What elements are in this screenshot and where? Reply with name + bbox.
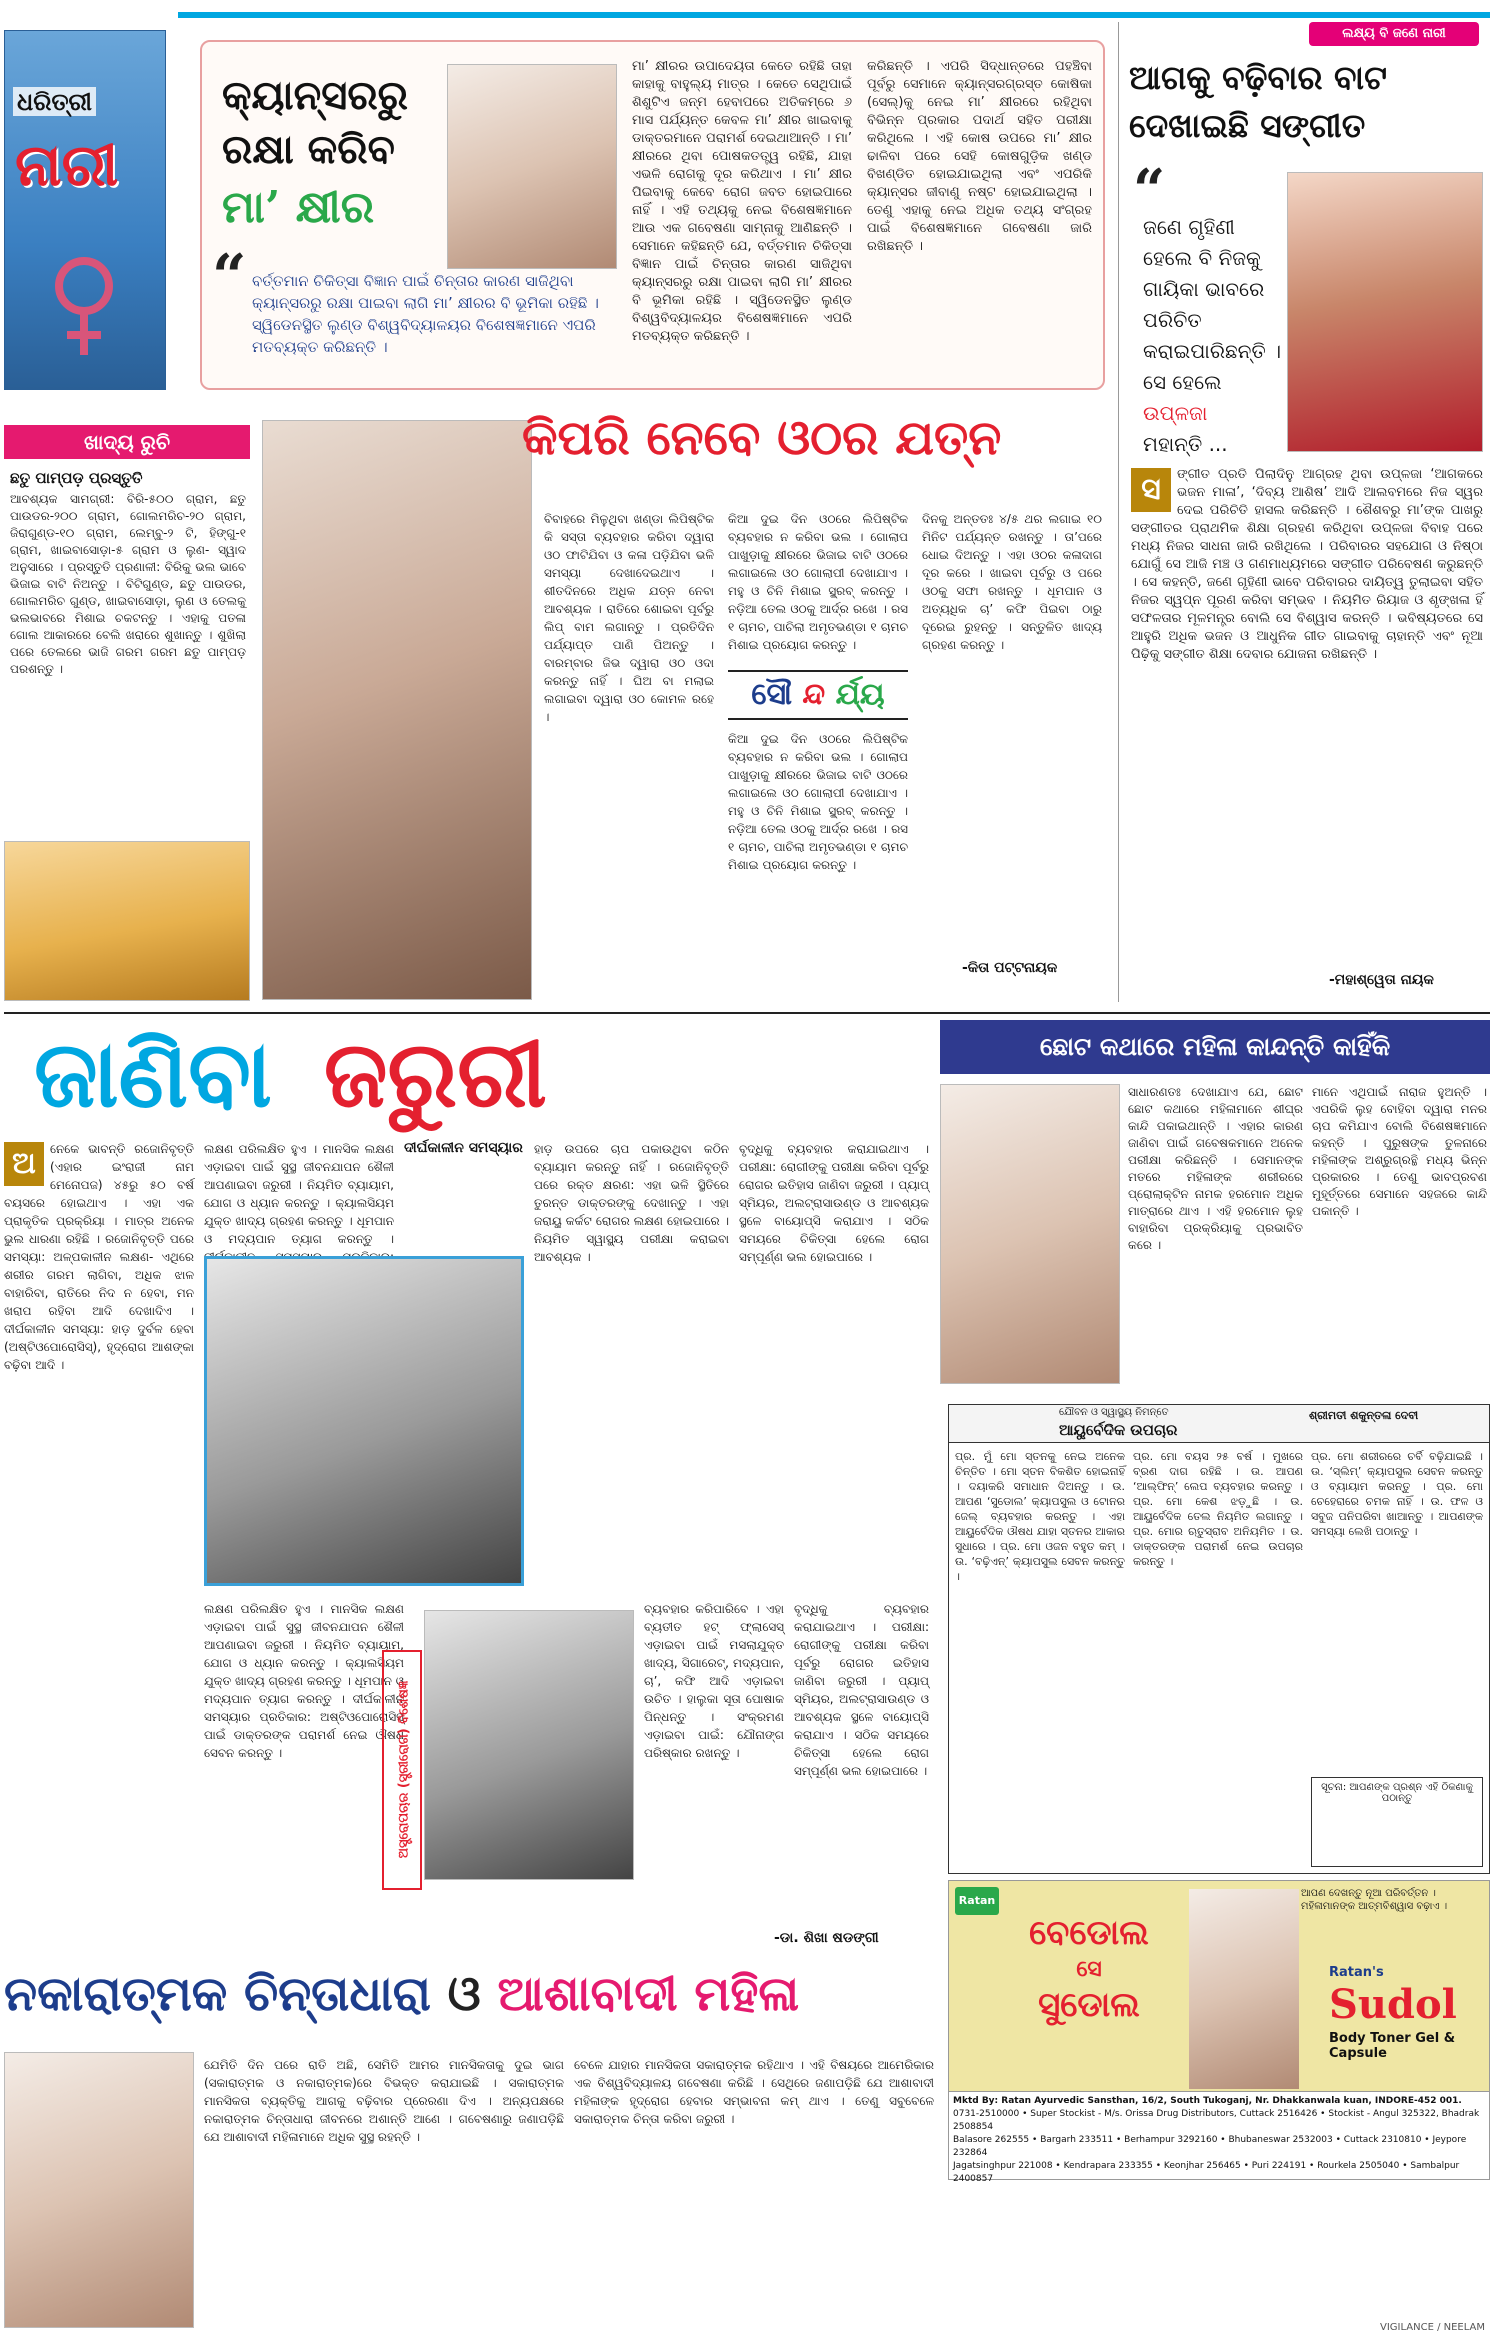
- negative-article: [4, 1966, 940, 2330]
- ad-address-line: Jagatsinghpur 221008 • Kendrapara 233355 • Keonjhar 256465 • Puri 224191 • Rourkela 2505040 • Sambalpur 2400857: [953, 2161, 1460, 2184]
- ad-title: [999, 1911, 1179, 2027]
- negative-headline-part-1: ନକାରାତ୍ମକ ଚିନ୍ତାଧାରା: [4, 1966, 431, 2022]
- sangeet-quote-line: ଗାୟିକା ଭାବରେ: [1143, 277, 1265, 301]
- important-headline: [34, 1020, 547, 1128]
- singer-photo: [1287, 172, 1483, 452]
- footer-credit: VIGILANCE / NEELAM: [1380, 2322, 1486, 2333]
- important-box-title: ଦୀର୍ଘକାଳୀନ ସମସ୍ୟାର: [404, 1140, 523, 1156]
- lipcare-article: [262, 410, 1112, 1010]
- headache-woman-photo: [424, 1610, 634, 1880]
- important-col-4b: ବୃଦ୍ଧିକୁ ବ୍ୟବହାର କରାଯାଇଥାଏ । ପରୀକ୍ଷା: ରୋଗୀଙ୍କୁ ପରୀକ୍ଷା କରିବା ପୂର୍ବରୁ ରୋଗର ଇତିହାସ ଜାଣିବା ଜରୁରୀ । ପ୍ୟାପ୍ ସ୍ମିୟର, ଅଲଟ୍ରାସାଉଣ୍ଡ ଓ ଆବଶ୍ୟକ ସ୍ଥଳେ ବାୟୋପ୍ସି କରାଯାଏ । ସଠିକ ସମୟରେ ଚିକିତ୍ସା ହେଲେ ରୋଗ ସମ୍ପୂର୍ଣ୍ଣ ଭଲ ହୋଇପାରେ ।: [794, 1602, 929, 1778]
- ad-tagline: Body Toner Gel & Capsule: [1329, 2031, 1456, 2061]
- lipcare-subhead-part: ର୍ଯ୍ୟ: [835, 677, 885, 712]
- ad-address-line: Balasore 262555 • Bargarh 233511 • Berhampur 3292160 • Bhubaneswar 2532003 • Cuttack 2310810 • Jeypore 232864: [953, 2135, 1467, 2158]
- ad-promo: ଆପଣ ଦେଖନ୍ତୁ ନୂଆ ପରିବର୍ତ୍ତନ । ମହିଳାମାନଙ୍କ ଆତ୍ମବିଶ୍ୱାସ ବଢ଼ାଏ ।: [1301, 1888, 1448, 1912]
- important-vertical-label-text: ଅସ୍ତ୍ରୋପଚାର (ସ୍ତ୍ରୀରୋଗ) ବିଶେଷଜ୍ଞ: [396, 1680, 412, 1859]
- sangeet-quote-line: ସେ ହେଲେ: [1143, 370, 1222, 394]
- ayurveda-header-right: ଶ୍ରୀମତୀ ଶକୁନ୍ତଳା ଦେବୀ: [1309, 1409, 1419, 1422]
- ayurveda-header-left: ଯୌବନ ଓ ସ୍ୱାସ୍ଥ୍ୟ ନିମନ୍ତେ: [1059, 1407, 1169, 1418]
- sangeet-dropcap: ସ: [1131, 468, 1171, 512]
- ayurveda-col-3: ପ୍ର. ମୋ ଶରୀରରେ ଚର୍ବି ବଢ଼ିଯାଇଛି । ଉ. ‘ସ୍ଲିମ୍’ କ୍ୟାପସୁଲ ସେବନ କରନ୍ତୁ ଓ ବ୍ୟାୟାମ କରନ୍ତୁ । ପ୍ର. ମୋ ଚେହେରାରେ ଚମକ ନାହିଁ । ଉ. ଫଳ ଓ ସବୁଜ ପନିପରିବା ଖାଆନ୍ତୁ । ଆପଣଙ୍କ ସମସ୍ୟା ଲେଖି ପଠାନ୍ତୁ ।: [1311, 1450, 1483, 1538]
- breastfeeding-quote: ବର୍ତ୍ତମାନ ଚିକିତ୍ସା ବିଜ୍ଞାନ ପାଇଁ ଚିନ୍ତାର କାରଣ ସାଜିଥିବା କ୍ୟାନ୍ସରରୁ ରକ୍ଷା ପାଇବା ଲାଗି ମା’ କ୍ଷୀରର ବି ଭୂମିକା ରହିଛି । ସ୍ୱିଡେନସ୍ଥିତ ଲୁଣ୍ଡ ବିଶ୍ୱବିଦ୍ୟାଳୟର ବିଶେଷଜ୍ଞମାନେ ଏପରି ମତବ୍ୟକ୍ତ କରିଛନ୍ତି ।: [252, 272, 599, 356]
- breastfeeding-headline-2: ରକ୍ଷା କରିବ: [222, 126, 395, 173]
- important-col-3b: ବ୍ୟବହାର କରିପାରିବେ । ଏହା ବ୍ୟତୀତ ହଟ୍ ଫ୍ଲାସେସ୍ ଏଡ଼ାଇବା ପାଇଁ ମସଲାଯୁକ୍ତ ଖାଦ୍ୟ, ସିଗାରେଟ୍, ମଦ୍ୟପାନ, ଚା’, କଫି ଆଦି ଏଡ଼ାଇବା ଉଚିତ । ହାଲୁକା ସୂତା ପୋଷାକ ପିନ୍ଧନ୍ତୁ । ସଂକ୍ରମଣ ଏଡ଼ାଇବା ପାଇଁ: ଯୌନାଙ୍ଗ ପରିଷ୍କାର ରଖନ୍ତୁ ।: [644, 1602, 784, 1760]
- negative-headline-amp: ଓ: [447, 1966, 481, 2022]
- breastfeeding-col-1: ମା’ କ୍ଷୀରର ଉପାଦେୟତା କେତେ ରହିଛି ତାହା କାହାକୁ ବାହୁଲ୍ୟ ମାତ୍ର । କେତେ ସେଥିପାଇଁ ଶିଶୁଟିଏ ଜନ୍ମ ହେବାପରେ ଅତିକମ୍‌ରେ ୬ ମାସ ପର୍ଯ୍ୟନ୍ତ କେବଳ ମା’ କ୍ଷୀର ଖାଇବାକୁ ଡାକ୍ତରମାନେ ପରାମର୍ଶ ଦେଇଥାଆନ୍ତି । ମା’ କ୍ଷୀରରେ ଥିବା ପୋଷକତତ୍ତ୍ୱ ରହିଛି, ଯାହା ଏଭଳି ରୋଗକୁ ଦୂର କରିଥାଏ । ମା’ କ୍ଷୀର ପିଇବାକୁ କେବେ ରୋଗ ଜବତ ହୋଇପାରେ ନାହିଁ । ଏହି ତଥ୍ୟକୁ ନେଇ ବିଶେଷଜ୍ଞମାନେ ଆଉ ଏକ ଗବେଷଣା ସାମ୍ନାକୁ ଆଣିଛନ୍ତି । ସେମାନେ କହିଛନ୍ତି ଯେ, ବର୍ତ୍ତମାନ ଚିକିତ୍ସା ବିଜ୍ଞାନ ପାଇଁ ଚିନ୍ତାର କାରଣ ସାଜିଥିବା କ୍ୟାନ୍ସରରୁ ରକ୍ଷା ପାଇବା ଲାଗି ମା’ କ୍ଷୀରର ବି ଭୂମିକା ରହିଛି । ସ୍ୱିଡେନସ୍ଥିତ ଲୁଣ୍ଡ ବିଶ୍ୱବିଦ୍ୟାଳୟର ବିଶେଷଜ୍ଞମାନେ ଏପରି ମତବ୍ୟକ୍ତ କରିଛନ୍ତି ।: [632, 59, 852, 344]
- top-rule: [178, 12, 1490, 18]
- ad-address-line: Mktd By: Ratan Ayurvedic Sansthan, 16/2, South Tukoganj, Nr. Dhakkanwala kuan, INDORE-452 001.: [953, 2096, 1462, 2106]
- sangeet-quote-line: ପରିଚିତ: [1143, 308, 1202, 332]
- lipcare-col-2: କିଆ ଦୁଇ ଦିନ ଓଠରେ ଲିପିଷ୍ଟିକ ବ୍ୟବହାର ନ କରିବା ଭଲ । ଗୋଲାପ ପାଖୁଡ଼ାକୁ କ୍ଷୀରରେ ଭିଜାଇ ବାଟି ଓଠରେ ଲଗାଇଲେ ଓଠ ଗୋଲାପୀ ଦେଖାଯାଏ । ମହୁ ଓ ଚିନି ମିଶାଇ ସ୍କ୍ରବ୍ କରନ୍ତୁ । ନଡ଼ିଆ ତେଲ ଓଠକୁ ଆର୍ଦ୍ର ରଖେ । ରସ ୧ ଚାମଚ, ପାଚିଲା ଅମୃତଭଣ୍ଡା ୧ ଚାମଚ ମିଶାଇ ପ୍ରୟୋଗ କରନ୍ତୁ ।: [728, 512, 908, 652]
- sangeet-headline-1: ଆଗକୁ ବଢ଼ିବାର ବାଟ: [1129, 58, 1387, 97]
- ayurveda-header-title: ଆୟୁର୍ବେଦିକ ଉପଚାର: [1059, 1421, 1178, 1439]
- tears-headline: ଛୋଟ କଥାରେ ମହିଳା କାନ୍ଦନ୍ତି କାହିଁକି: [940, 1020, 1490, 1074]
- food-body: ଆବଶ୍ୟକ ସାମଗ୍ରୀ: ବିରି-୫୦୦ ଗ୍ରାମ, ଛତୁ ପାଉଡର-୨୦୦ ଗ୍ରାମ, ଗୋଲମରିଚ-୨୦ ଗ୍ରାମ, ଜିରାଗୁଣ୍ଡ-୧୦ ଗ୍ରାମ, ଲେମ୍ବୁ-୨ ଟି, ହିଙ୍ଗୁ-୧ ଗ୍ରାମ, ଖାଇବାସୋଡ଼ା-୫ ଗ୍ରାମ ଓ ଲୁଣ- ସ୍ୱାଦ ଅନୁସାରେ । ପ୍ରସ୍ତୁତି ପ୍ରଣାଳୀ: ବିରିକୁ ଭଲ ଭାବେ ଭିଜାଇ ବାଟି ନିଅନ୍ତୁ । ବିଟିଗୁଣ୍ଡ, ଛତୁ ପାଉଡର, ଗୋଲମରିଚ ଗୁଣ୍ଡ, ଖାଇବାସୋଡ଼ା, ଲୁଣ ଓ ତେଲକୁ ଭଲଭାବରେ ମିଶାଇ ଚକଟନ୍ତୁ । ଏହାକୁ ପତଳା ଗୋଲ ଆକାରରେ ବେଲି ଖରାରେ ଶୁଖାନ୍ତୁ । ଶୁଖିଲା ପରେ ତେଲରେ ଭାଜି ଗରମ ଗରମ ଛତୁ ପାମ୍ପଡ଼ ପରଶନ୍ତୁ ।: [10, 492, 246, 676]
- ayurveda-help-text: ସୂଚନା: ଆପଣଙ୍କ ପ୍ରଶ୍ନ ଏହି ଠିକଣାକୁ ପଠାନ୍ତୁ: [1321, 1782, 1473, 1804]
- important-headline-part-2: ଜରୁରୀ: [323, 1020, 547, 1128]
- important-article: [4, 1020, 934, 1960]
- lipcare-col-3: ଦିନକୁ ଅନ୍ତତଃ ୪/୫ ଥର ଲଗାଇ ୧୦ ମିନିଟ ପର୍ଯ୍ୟନ୍ତ ରଖନ୍ତୁ । ତା’ପରେ ଧୋଇ ଦିଅନ୍ତୁ । ଏହା ଓଠର କଳାଦାଗ ଦୂର କରେ । ଖାଇବା ପୂର୍ବରୁ ଓ ପରେ ଓଠକୁ ସଫା ରଖନ୍ତୁ । ଧୂମପାନ ଓ ଅତ୍ୟଧିକ ଚା’ କଫି ପିଇବା ଠାରୁ ଦୂରେଇ ରୁହନ୍ତୁ । ସନ୍ତୁଳିତ ଖାଦ୍ୟ ଗ୍ରହଣ କରନ୍ତୁ ।: [922, 512, 1102, 652]
- breastfeeding-headline-3: ମା’ କ୍ଷୀର: [222, 182, 375, 233]
- lipcare-subhead-part: ନ୍ଦ: [802, 677, 826, 712]
- woman-crying-photo: [204, 1256, 524, 1586]
- sangeet-article: [1118, 22, 1490, 1002]
- ad-title-line-2: ସେ: [1076, 1956, 1102, 1982]
- important-col-2-top: ଲକ୍ଷଣ ପରିଲକ୍ଷିତ ହୁଏ । ମାନସିକ ଲକ୍ଷଣ ଏଡ଼ାଇବା ପାଇଁ ସୁସ୍ଥ ଜୀବନଯାପନ ଶୈଳୀ ଆପଣାଇବା ଜରୁରୀ । ନିୟମିତ ବ୍ୟାୟାମ, ଯୋଗ ଓ ଧ୍ୟାନ କରନ୍ତୁ । କ୍ୟାଲସିୟମ ଯୁକ୍ତ ଖାଦ୍ୟ ଗ୍ରହଣ କରନ୍ତୁ । ଧୂମପାନ ଓ ମଦ୍ୟପାନ ତ୍ୟାଗ କରନ୍ତୁ ।: [204, 1142, 394, 1246]
- masthead-panel: [4, 30, 166, 390]
- ad-address-line: 0731-2510000 • Super Stockist - M/s. Orissa Drug Distributors, Cuttack 2516426 • Stockist - Angul 325322, Bhadrak 2508854: [953, 2109, 1480, 2132]
- smiling-woman-photo: [4, 2052, 194, 2328]
- important-byline: -ଡା. ଶିଖା ଷଡଙ୍ଗୀ: [774, 1930, 879, 1946]
- ayurveda-help-box: [1311, 1777, 1483, 1867]
- ad-model-photo: [1189, 1889, 1299, 2089]
- sangeet-quote-line: ଜଣେ ଗୃହିଣୀ: [1143, 215, 1235, 239]
- sangeet-label: ଲକ୍ଷ୍ୟ ବି ଜଣେ ନାରୀ: [1309, 22, 1479, 46]
- important-col-4: ବୃଦ୍ଧିକୁ ବ୍ୟବହାର କରାଯାଇଥାଏ । ପରୀକ୍ଷା: ରୋଗୀଙ୍କୁ ପରୀକ୍ଷା କରିବା ପୂର୍ବରୁ ରୋଗର ଇତିହାସ ଜାଣିବା ଜରୁରୀ । ପ୍ୟାପ୍ ସ୍ମିୟର, ଅଲଟ୍ରାସାଉଣ୍ଡ ଓ ଆବଶ୍ୟକ ସ୍ଥଳେ ବାୟୋପ୍ସି କରାଯାଏ । ସଠିକ ସମୟରେ ଚିକିତ୍ସା ହେଲେ ରୋଗ ସମ୍ପୂର୍ଣ୍ଣ ଭଲ ହୋଇପାରେ ।: [739, 1142, 929, 1264]
- important-vertical-label: [382, 1650, 422, 1890]
- sangeet-byline: -ମହାଶ୍ୱେତା ନାୟକ: [1329, 972, 1434, 988]
- tears-col-2: ମାନେ ଏଥିପାଇଁ ନାରାଜ ହୁଅନ୍ତି । ଏପରିକି ଲୁହ ବୋହିବା ଦ୍ୱାରା ମନର ଚାପ କମିଯାଏ ବୋଲି ବିଶେଷଜ୍ଞମାନେ କହନ୍ତି । ପୁରୁଷଙ୍କ ତୁଳନାରେ ମହିଳାଙ୍କ ଅଶ୍ରୁଗ୍ରନ୍ଥି ମଧ୍ୟ ଭିନ୍ନ ପ୍ରକାରର । ତେଣୁ ଭାବପ୍ରବଣ ମୁହୂର୍ତ୍ତରେ ସେମାନେ ସହଜରେ କାନ୍ଦି ପକାନ୍ତି ।: [1312, 1085, 1487, 1218]
- important-col-2-bottom: ଲକ୍ଷଣ ପରିଲକ୍ଷିତ ହୁଏ । ମାନସିକ ଲକ୍ଷଣ ଏଡ଼ାଇବା ପାଇଁ ସୁସ୍ଥ ଜୀବନଯାପନ ଶୈଳୀ ଆପଣାଇବା ଜରୁରୀ । ନିୟମିତ ବ୍ୟାୟାମ, ଯୋଗ ଓ ଧ୍ୟାନ କରନ୍ତୁ । କ୍ୟାଲସିୟମ ଯୁକ୍ତ ଖାଦ୍ୟ ଗ୍ରହଣ କରନ୍ତୁ । ଧୂମପାନ ଓ ମଦ୍ୟପାନ ତ୍ୟାଗ କରନ୍ତୁ । ଦୀର୍ଘକାଳୀନ ସମସ୍ୟାର ପ୍ରତିକାର: ଅଷ୍ଟିଓପୋରୋସିସ୍ ପାଇଁ ଡାକ୍ତରଙ୍କ ପରାମର୍ଶ ନେଇ ଔଷଧ ସେବନ କରନ୍ତୁ ।: [204, 1602, 404, 1760]
- venus-symbol-icon: [49, 251, 119, 361]
- important-dropcap: ଅ: [4, 1142, 44, 1186]
- ayurveda-col-1: ପ୍ର. ମୁଁ ମୋ ସ୍ତନକୁ ନେଇ ଅନେକ ଚିନ୍ତିତ । ମୋ ସ୍ତନ ବିକଶିତ ହୋଇନାହିଁ । ଦୟାକରି ସମାଧାନ ଦିଅନ୍ତୁ । ଉ. ଆପଣ ‘ସୁଡୋଲ’ କ୍ୟାପସୁଲ ଓ ଟୋନର ଜେଲ୍ ବ୍ୟବହାର କରନ୍ତୁ । ଏହା ଆୟୁର୍ବେଦିକ ଔଷଧ ଯାହା ସ୍ତନର ଆକାର ସୁଧାରେ । ପ୍ର. ମୋ ଓଜନ ବହୁତ କମ୍ । ଉ. ‘ବଢ଼ିଏନ୍’ କ୍ୟାପସୁଲ ସେବନ କରନ୍ତୁ ।: [955, 1450, 1125, 1583]
- ad-title-line-3: ସୁଡୋଲ: [1038, 1985, 1140, 2025]
- ad-title-line-1: ବେଡୋଲ: [1029, 1913, 1149, 1953]
- negative-col-1: ଯେମିତି ଦିନ ପରେ ରାତି ଅଛି, ସେମିତି ଆମର ମାନସିକତାକୁ ଦୁଇ ଭାଗ (ସକାରାତ୍ମକ ଓ ନକାରାତ୍ମକ)ରେ ବିଭକ୍ତ କରାଯାଇଛି । ସକାରାତ୍ମକ ମାନସିକତା ବ୍ୟକ୍ତିକୁ ଆଗକୁ ବଢ଼ିବାର ପ୍ରେରଣା ଦିଏ । ଅନ୍ୟପକ୍ଷରେ ନକାରାତ୍ମକ ଚିନ୍ତାଧାରା ଜୀବନରେ ଅଶାନ୍ତି ଆଣେ । ଗବେଷଣାରୁ ଜଣାପଡ଼ିଛି ଯେ ଆଶାବାଦୀ ମହିଳାମାନେ ଅଧିକ ସୁସ୍ଥ ରହନ୍ତି ।: [204, 2058, 564, 2144]
- mother-baby-photo: [447, 64, 617, 269]
- lipcare-subhead-part: ସୌ: [751, 677, 793, 712]
- lipcare-headline: କିପରି ନେବେ ଓଠର ଯତ୍ନ: [522, 410, 1002, 466]
- important-col-1-text: ନେକେ ଭାବନ୍ତି ରଜୋନିବୃତ୍ତି (ଏହାର ଇଂରାଜୀ ନାମ ମେନୋପଜ) ୪୫ରୁ ୫୦ ବର୍ଷ ବୟସରେ ହୋଇଥାଏ । ଏହା ଏକ ପ୍ରାକୃତିକ ପ୍ରକ୍ରିୟା । ମାତ୍ର ଅନେକ ଭୁଲ ଧାରଣା ରହିଛି । ରଜୋନିବୃତ୍ତି ପରେ ସମସ୍ୟା: ଅଳ୍ପକାଳୀନ ଲକ୍ଷଣ- ଏଥିରେ ଶରୀର ଗରମ ଲାଗିବା, ଅଧିକ ଝାଳ ବାହାରିବା, ରାତିରେ ନିଦ ନ ହେବା, ମନ ଖରାପ ରହିବା ଆଦି ଦେଖାଦିଏ । ଦୀର୍ଘକାଳୀନ ସମସ୍ୟା: ହାଡ଼ ଦୁର୍ବଳ ହେବା (ଅଷ୍ଟିଓପୋରୋସିସ୍), ହୃଦ୍‌ରୋଗ ଆଶଙ୍କା ବଢ଼ିବା ଆଦି ।: [4, 1142, 194, 1372]
- negative-headline-part-2: ଆଶାବାଦୀ ମହିଳା: [497, 1966, 800, 2022]
- breastfeeding-article: [200, 40, 1105, 390]
- negative-col-2: ବେଳେ ଯାହାର ମାନସିକତା ସକାରାତ୍ମକ ରହିଥାଏ । ଏହି ବିଷୟରେ ଆମେରିକାର ଏକ ବିଶ୍ୱବିଦ୍ୟାଳୟ ଗବେଷଣା କରିଛି । ସେଥିରେ ଜଣାପଡ଼ିଛି ଯେ ଆଶାବାଦୀ ମହିଳାଙ୍କ ହୃଦ୍‌ରୋଗ ହେବାର ସମ୍ଭାବନା କମ୍ ଥାଏ । ତେଣୁ ସବୁବେଳେ ସକାରାତ୍ମକ ଚିନ୍ତା କରିବା ଜରୁରୀ ।: [574, 2058, 934, 2126]
- sangeet-quote-mark-icon: “: [1133, 157, 1166, 223]
- ayurveda-header: [949, 1405, 1489, 1443]
- masthead-title: ନାରୀ: [15, 131, 119, 199]
- tears-col-1: ସାଧାରଣତଃ ଦେଖାଯାଏ ଯେ, ଛୋଟ ଛୋଟ କଥାରେ ମହିଳାମାନେ ଶୀଘ୍ର କାନ୍ଦି ପକାଇଥାନ୍ତି । ଏହାର କାରଣ ଜାଣିବା ପାଇଁ ଗବେଷକମାନେ ଅନେକ ପରୀକ୍ଷା କରିଛନ୍ତି । ସେମାନଙ୍କ ମତରେ ମହିଳାଙ୍କ ଶରୀରରେ ପ୍ରୋଲାକ୍ଟିନ ନାମକ ହରମୋନ ଅଧିକ ମାତ୍ରାରେ ଥାଏ । ଏହି ହରମୋନ ଲୁହ ବାହାରିବା ପ୍ରକ୍ରିୟାକୁ ପ୍ରଭାବିତ କରେ ।: [1128, 1085, 1303, 1252]
- sangeet-quote-line: କରାଇପାରିଛନ୍ତି ।: [1143, 339, 1282, 363]
- sudol-ad: [948, 1880, 1490, 2184]
- breastfeeding-headline-1: କ୍ୟାନ୍ସରରୁ: [222, 72, 408, 119]
- sangeet-headline-2: ଦେଖାଇଛି ସଙ୍ଗୀତ: [1129, 106, 1366, 145]
- lipcare-col-2b: କିଆ ଦୁଇ ଦିନ ଓଠରେ ଲିପିଷ୍ଟିକ ବ୍ୟବହାର ନ କରିବା ଭଲ । ଗୋଲାପ ପାଖୁଡ଼ାକୁ କ୍ଷୀରରେ ଭିଜାଇ ବାଟି ଓଠରେ ଲଗାଇଲେ ଓଠ ଗୋଲାପୀ ଦେଖାଯାଏ । ମହୁ ଓ ଚିନି ମିଶାଇ ସ୍କ୍ରବ୍ କରନ୍ତୁ । ନଡ଼ିଆ ତେଲ ଓଠକୁ ଆର୍ଦ୍ର ରଖେ । ରସ ୧ ଚାମଚ, ପାଚିଲା ଅମୃତଭଣ୍ଡା ୧ ଚାମଚ ମିଶାଇ ପ୍ରୟୋଗ କରନ୍ତୁ ।: [728, 732, 908, 872]
- lip-model-photo: [262, 420, 532, 1000]
- section-divider: [4, 1012, 1490, 1014]
- breastfeeding-col-2: କରିଛନ୍ତି । ଏପରି ସିଦ୍ଧାନ୍ତରେ ପହଞ୍ଚିବା ପୂର୍ବରୁ ସେମାନେ କ୍ୟାନ୍ସରଗ୍ରସ୍ତ କୋଷିକା (ସେଲ୍)କୁ ନେଇ ମା’ କ୍ଷୀରରେ ରହିଥିବା ବିଭିନ୍ନ ପ୍ରକାର ପଦାର୍ଥ ସହିତ ପରୀକ୍ଷା କରିଥିଲେ । ଏହି କୋଷ ଉପରେ ମା’ କ୍ଷୀର ଢାଳିବା ପରେ ସେହି କୋଷଗୁଡ଼ିକ ଖଣ୍ଡ ବିଖଣ୍ଡିତ ହୋଇଯାଇଥିଲା ଏବଂ ଏପରିକି କ୍ୟାନ୍ସର ଜୀବାଣୁ ନଷ୍ଟ ହୋଇଯାଇଥିଲା । ତେଣୁ ଏହାକୁ ନେଇ ଅଧିକ ତଥ୍ୟ ସଂଗ୍ରହ ପାଇଁ ବିଶେଷଜ୍ଞମାନେ ଗବେଷଣା ଜାରି ରଖିଛନ୍ତି ।: [867, 59, 1092, 254]
- ad-address-block: [949, 2091, 1489, 2184]
- sangeet-body: [1131, 466, 1483, 966]
- important-col-1: [4, 1140, 194, 1960]
- papad-photo: [4, 841, 250, 1001]
- sangeet-body-text: ଙ୍ଗୀତ ପ୍ରତି ପିଲାଦିନୁ ଆଗ୍ରହ ଥିବା ଉପ୍ଳଜା ‘ଆଗକରେ ଭଜନ ମାଳା’, ‘ଦିବ୍ୟ ଆଶିଷ’ ଆଦି ଆଲବମରେ ନିଜ ସ୍ୱର ଦେଇ ପରିଚିତି ହାସଲ କରିଛନ୍ତି । ଶୈଶବରୁ ମା’ଙ୍କ ପାଖରୁ ସଙ୍ଗୀତର ପ୍ରାଥମିକ ଶିକ୍ଷା ଗ୍ରହଣ କରିଥିବା ଉପ୍ଳଜା ବିବାହ ପରେ ମଧ୍ୟ ନିଜର ସାଧନା ଜାରି ରଖିଥିଲେ । ପରିବାରର ସହଯୋଗ ଓ ନିଷ୍ଠା ଯୋଗୁଁ ସେ ଆଜି ମଞ୍ଚ ଓ ଗଣମାଧ୍ୟମରେ ସଙ୍ଗୀତ ପରିବେଷଣ କରୁଛନ୍ତି । ସେ କହନ୍ତି, ଜଣେ ଗୃହିଣୀ ଭାବେ ପରିବାରର ଦାୟିତ୍ୱ ତୁଲାଇବା ସହିତ ନିଜର ସ୍ୱପ୍ନ ପୂରଣ କରିବା ସମ୍ଭବ । ନିୟମିତ ରିୟାଜ ଓ ଶୃଙ୍ଖଳା ହିଁ ସଫଳତାର ମୂଳମନ୍ତ୍ର ବୋଲି ସେ ବିଶ୍ୱାସ କରନ୍ତି । ଭବିଷ୍ୟତରେ ସେ ଆହୁରି ଅଧିକ ଭଜନ ଓ ଆଧୁନିକ ଗୀତ ଗାଇବାକୁ ଚାହାନ୍ତି ଏବଂ ନୂଆ ପିଢ଼ିକୁ ସଙ୍ଗୀତ ଶିକ୍ଷା ଦେବାର ଯୋଜନା ରଖିଛନ୍ତି ।: [1131, 467, 1483, 662]
- ad-brand: Sudol: [1329, 1981, 1457, 2028]
- food-section: [4, 425, 250, 1005]
- tear-face-photo: [940, 1084, 1120, 1384]
- negative-headline: [4, 1966, 799, 2046]
- food-section-header: ଖାଦ୍ୟ ରୁଚି: [4, 425, 250, 459]
- ayurveda-panel: [948, 1404, 1490, 1874]
- ayurveda-col-2: ପ୍ର. ମୋ ବୟସ ୨୫ ବର୍ଷ । ମୁଖରେ ବ୍ରଣ ଦାଗ ରହିଛି । ଉ. ଆପଣ ‘ଆଲ୍‌ଫିନ୍’ ଲେପ ବ୍ୟବହାର କରନ୍ତୁ । ପ୍ର. ମୋ କେଶ ଝଡ଼ୁଛି । ଉ. ଆୟୁର୍ବେଦିକ ତେଲ ନିୟମିତ ଲଗାନ୍ତୁ । ପ୍ର. ମୋର ଋତୁସ୍ରାବ ଅନିୟମିତ । ଉ. ଡାକ୍ତରଙ୍କ ପରାମର୍ଶ ନେଇ ଉପଚାର କରନ୍ତୁ ।: [1133, 1450, 1303, 1568]
- food-title: ଛତୁ ପାମ୍ପଡ଼ ପ୍ରସ୍ତୁତି: [10, 469, 143, 487]
- important-headline-part-1: ଜାଣିବା: [34, 1020, 272, 1128]
- lipcare-subhead: [728, 670, 908, 720]
- sangeet-quote-line: ମହାନ୍ତି ...: [1143, 432, 1228, 456]
- lipcare-col-1: ବିବାହରେ ମିଳୁଥିବା ଖଣ୍ଡା ଲିପିଷ୍ଟିକ କି ସସ୍ତା ବ୍ୟବହାର କରିବା ଦ୍ୱାରା ଓଠ ଫାଟିଯିବା ଓ କଳା ପଡ଼ିଯିବା ଭଳି ସମସ୍ୟା ଦେଖାଦେଇଥାଏ । ଶୀତଦିନରେ ଅଧିକ ଯତ୍ନ ନେବା ଆବଶ୍ୟକ । ରାତିରେ ଶୋଇବା ପୂର୍ବରୁ ଲିପ୍ ବାମ ଲଗାନ୍ତୁ । ପ୍ରତିଦିନ ପର୍ଯ୍ୟାପ୍ତ ପାଣି ପିଅନ୍ତୁ । ବାରମ୍ବାର ଜିଭ ଦ୍ୱାରା ଓଠ ଓଦା କରନ୍ତୁ ନାହିଁ । ଘିଅ ବା ମଲାଇ ଲଗାଇବା ଦ୍ୱାରା ଓଠ କୋମଳ ରହେ ।: [544, 512, 714, 724]
- lipcare-byline: -କିତା ପଟ୍ଟନାୟକ: [962, 960, 1058, 976]
- tears-article: [940, 1020, 1490, 1400]
- sangeet-quote-line: ହେଲେ ବି ନିଜକୁ: [1143, 246, 1261, 270]
- ad-brand-small: Ratan's: [1329, 1965, 1384, 1980]
- breastfeeding-quote-mark-icon: “: [212, 242, 247, 312]
- important-col-3: ହାଡ଼ ଉପରେ ଚାପ ପକାଉଥିବା କଠିନ ବ୍ୟାୟାମ କରନ୍ତୁ ନାହିଁ । ରଜୋନିବୃତ୍ତି ପରେ ରକ୍ତ କ୍ଷରଣ: ଏହା ଭଳି ସ୍ଥିତିରେ ତୁରନ୍ତ ଡାକ୍ତରଙ୍କୁ ଦେଖାନ୍ତୁ । ଏହା ଜରାୟୁ କର୍କଟ ରୋଗର ଲକ୍ଷଣ ହୋଇପାରେ । ନିୟମିତ ସ୍ୱାସ୍ଥ୍ୟ ପରୀକ୍ଷା କରାଇବା ଆବଶ୍ୟକ ।: [534, 1142, 729, 1264]
- ad-company-logo: Ratan: [955, 1887, 999, 1915]
- sangeet-quote-highlight: ଉପ୍ଳଜା: [1143, 401, 1208, 425]
- masthead-label: ଧରିତ୍ରୀ: [13, 87, 96, 116]
